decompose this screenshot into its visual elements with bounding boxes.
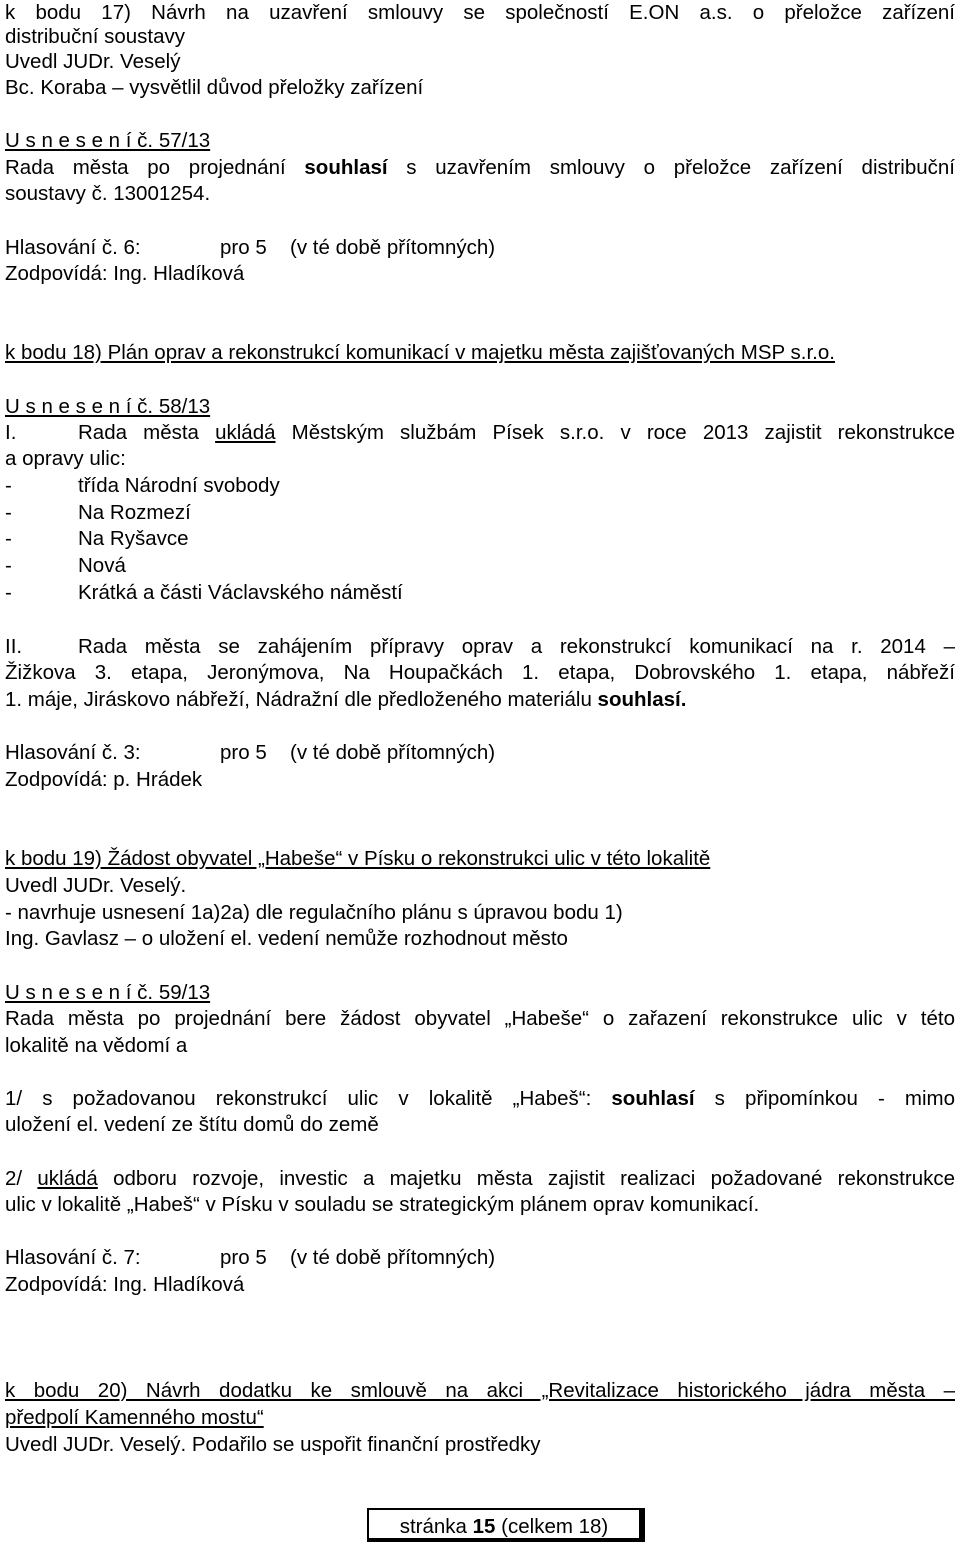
page-footer: stránka 15 (celkem 18) xyxy=(367,1508,645,1542)
item19-point2: 2/ ukládá odboru rozvoje, investic a majetku města zajistit realizaci požadované rekonstrukce xyxy=(5,1167,955,1190)
page-number: 15 xyxy=(472,1515,496,1538)
item19-proposal: - navrhuje usnesení 1a)2a) dle regulačního plánu s úpravou bodu 1) xyxy=(5,901,623,924)
item17-title-line1 xyxy=(5,0,955,26)
item19-point1-line2: uložení el. vedení ze štítu domů do země xyxy=(5,1113,379,1136)
item18-point-i: I. Rada města ukládá Městským službám Písek s.r.o. v roce 2013 zajistit rekonstrukce xyxy=(5,421,955,444)
item19-point2-line2: ulic v lokalitě „Habeš“ v Písku v souladu se strategickým plánem oprav komunikací. xyxy=(5,1193,760,1216)
item18-title: k bodu 18) Plán oprav a rekonstrukcí komunikací v majetku města zajišťovaných MSP s.r.o. xyxy=(5,341,835,364)
item17-title-text: k bodu 17) Návrh na uzavření smlouvy se společností E.ON a.s. o přeložce zařízení xyxy=(5,1,955,24)
item19-presenter: Uvedl JUDr. Veselý. xyxy=(5,874,187,897)
item19-resolution-line2: lokalitě na vědomí a xyxy=(5,1034,188,1057)
item18-vote: Hlasování č. 3: pro 5 (v té době přítomných) xyxy=(5,741,496,764)
item19-resolution-line1: Rada města po projednání bere žádost obyvatel „Habeše“ o zařazení rekonstrukce ulic v této xyxy=(5,1007,955,1030)
item17-responsible: Zodpovídá: Ing. Hladíková xyxy=(5,262,245,285)
item20-title-line1: k bodu 20) Návrh dodatku ke smlouvě na akci „Revitalizace historického jádra města – xyxy=(5,1379,955,1402)
item18-point-ii-line2: Žižkova 3. etapa, Jeronýmova, Na Houpačkách 1. etapa, Dobrovského 1. etapa, nábřeží xyxy=(5,661,955,684)
item19-title: k bodu 19) Žádost obyvatel „Habeše“ v Písku o rekonstrukci ulic v této lokalitě xyxy=(5,847,711,870)
item17-resolution-line1: Rada města po projednání souhlasí s uzavřením smlouvy o přeložce zařízení distribuční xyxy=(5,156,955,179)
item19-point1: 1/ s požadovanou rekonstrukcí ulic v lokalitě „Habeš“: souhlasí s připomínkou - mimo xyxy=(5,1087,956,1110)
item18-resolution-heading: U s n e s e n í č. 58/13 xyxy=(5,395,211,418)
item19-resolution-heading: U s n e s e n í č. 59/13 xyxy=(5,981,211,1004)
item17-title-line2: distribuční soustavy xyxy=(5,25,186,48)
item17-explanation: Bc. Koraba – vysvětlil důvod přeložky zařízení xyxy=(5,76,424,99)
street-item: - Nová xyxy=(5,554,126,577)
item17-resolution-line2: soustavy č. 13001254. xyxy=(5,182,211,205)
item17-resolution-heading: U s n e s e n í č. 57/13 xyxy=(5,129,211,152)
item20-title-line2: předpolí Kamenného mostu“ xyxy=(5,1406,264,1429)
item18-point-ii: II. Rada města se zahájením přípravy oprav a rekonstrukcí komunikací na r. 2014 – xyxy=(5,635,955,658)
item19-vote: Hlasování č. 7: pro 5 (v té době přítomných) xyxy=(5,1246,496,1269)
item18-point-i-line2: a opravy ulic: xyxy=(5,447,126,470)
item20-presenter: Uvedl JUDr. Veselý. Podařilo se uspořit finanční prostředky xyxy=(5,1433,541,1456)
item19-comment: Ing. Gavlasz – o uložení el. vedení nemůže rozhodnout město xyxy=(5,927,568,950)
item17-vote: Hlasování č. 6: pro 5 (v té době přítomných) xyxy=(5,236,496,259)
item18-point-ii-line3: 1. máje, Jiráskovo nábřeží, Nádražní dle předloženého materiálu souhlasí. xyxy=(5,688,687,711)
street-item: - Krátká a části Václavského náměstí xyxy=(5,581,403,604)
item19-responsible: Zodpovídá: Ing. Hladíková xyxy=(5,1273,245,1296)
street-item: - Na Rozmezí xyxy=(5,501,191,524)
street-item: - třída Národní svobody xyxy=(5,474,280,497)
street-item: - Na Ryšavce xyxy=(5,527,189,550)
item18-responsible: Zodpovídá: p. Hrádek xyxy=(5,768,203,791)
item17-presenter: Uvedl JUDr. Veselý xyxy=(5,50,181,73)
